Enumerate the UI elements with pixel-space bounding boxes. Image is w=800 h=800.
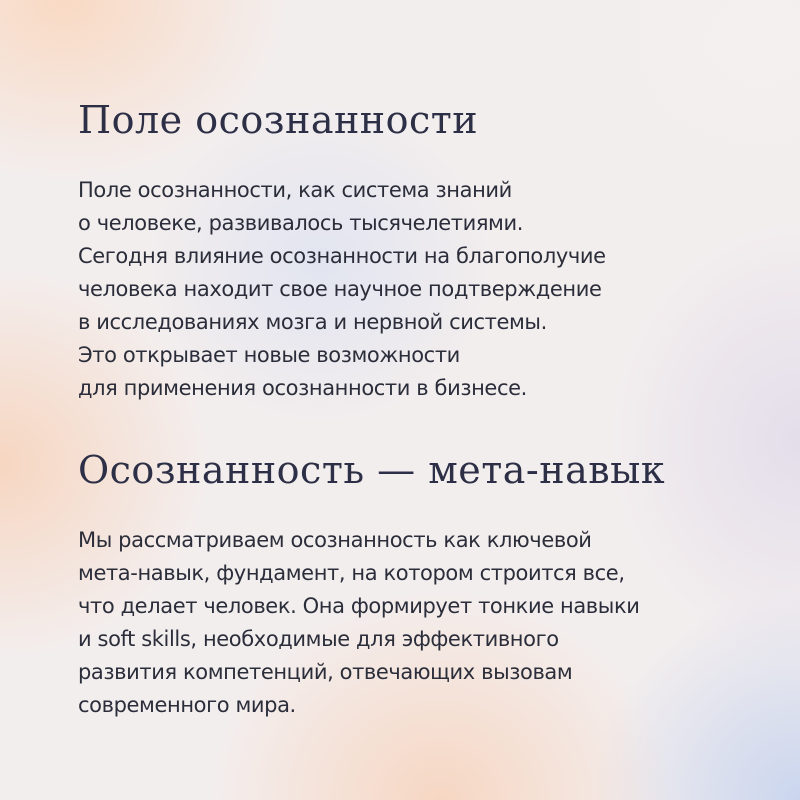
section-2-paragraph	[78, 524, 640, 722]
paragraph-line: Это открывает новые возможности	[78, 343, 460, 367]
paragraph-line: Сегодня влияние осознанности на благополучие	[78, 244, 606, 268]
paragraph-line: человека находит свое научное подтверждение	[78, 277, 602, 301]
paragraph-line: Мы рассматриваем осознанность как ключевой	[78, 528, 592, 552]
paragraph-line: современного мира.	[78, 693, 296, 717]
paragraph-line: и soft skills, необходимые для эффективного	[78, 627, 559, 651]
paragraph-line: в исследованиях мозга и нервной системы.	[78, 310, 547, 334]
section-2-title: Осознанность — мета-навык	[78, 448, 666, 492]
section-1-paragraph	[78, 174, 606, 405]
paragraph-line: мета-навык, фундамент, на котором строится все,	[78, 561, 625, 585]
paragraph-line: Поле осознанности, как система знаний	[78, 178, 512, 202]
paragraph-line: что делает человек. Она формирует тонкие навыки	[78, 594, 640, 618]
paragraph-line: развития компетенций, отвечающих вызовам	[78, 660, 573, 684]
paragraph-line: о человеке, развивалось тысячелетиями.	[78, 211, 524, 235]
section-1-title: Поле осознанности	[78, 98, 479, 142]
paragraph-line: для применения осознанности в бизнесе.	[78, 376, 527, 400]
